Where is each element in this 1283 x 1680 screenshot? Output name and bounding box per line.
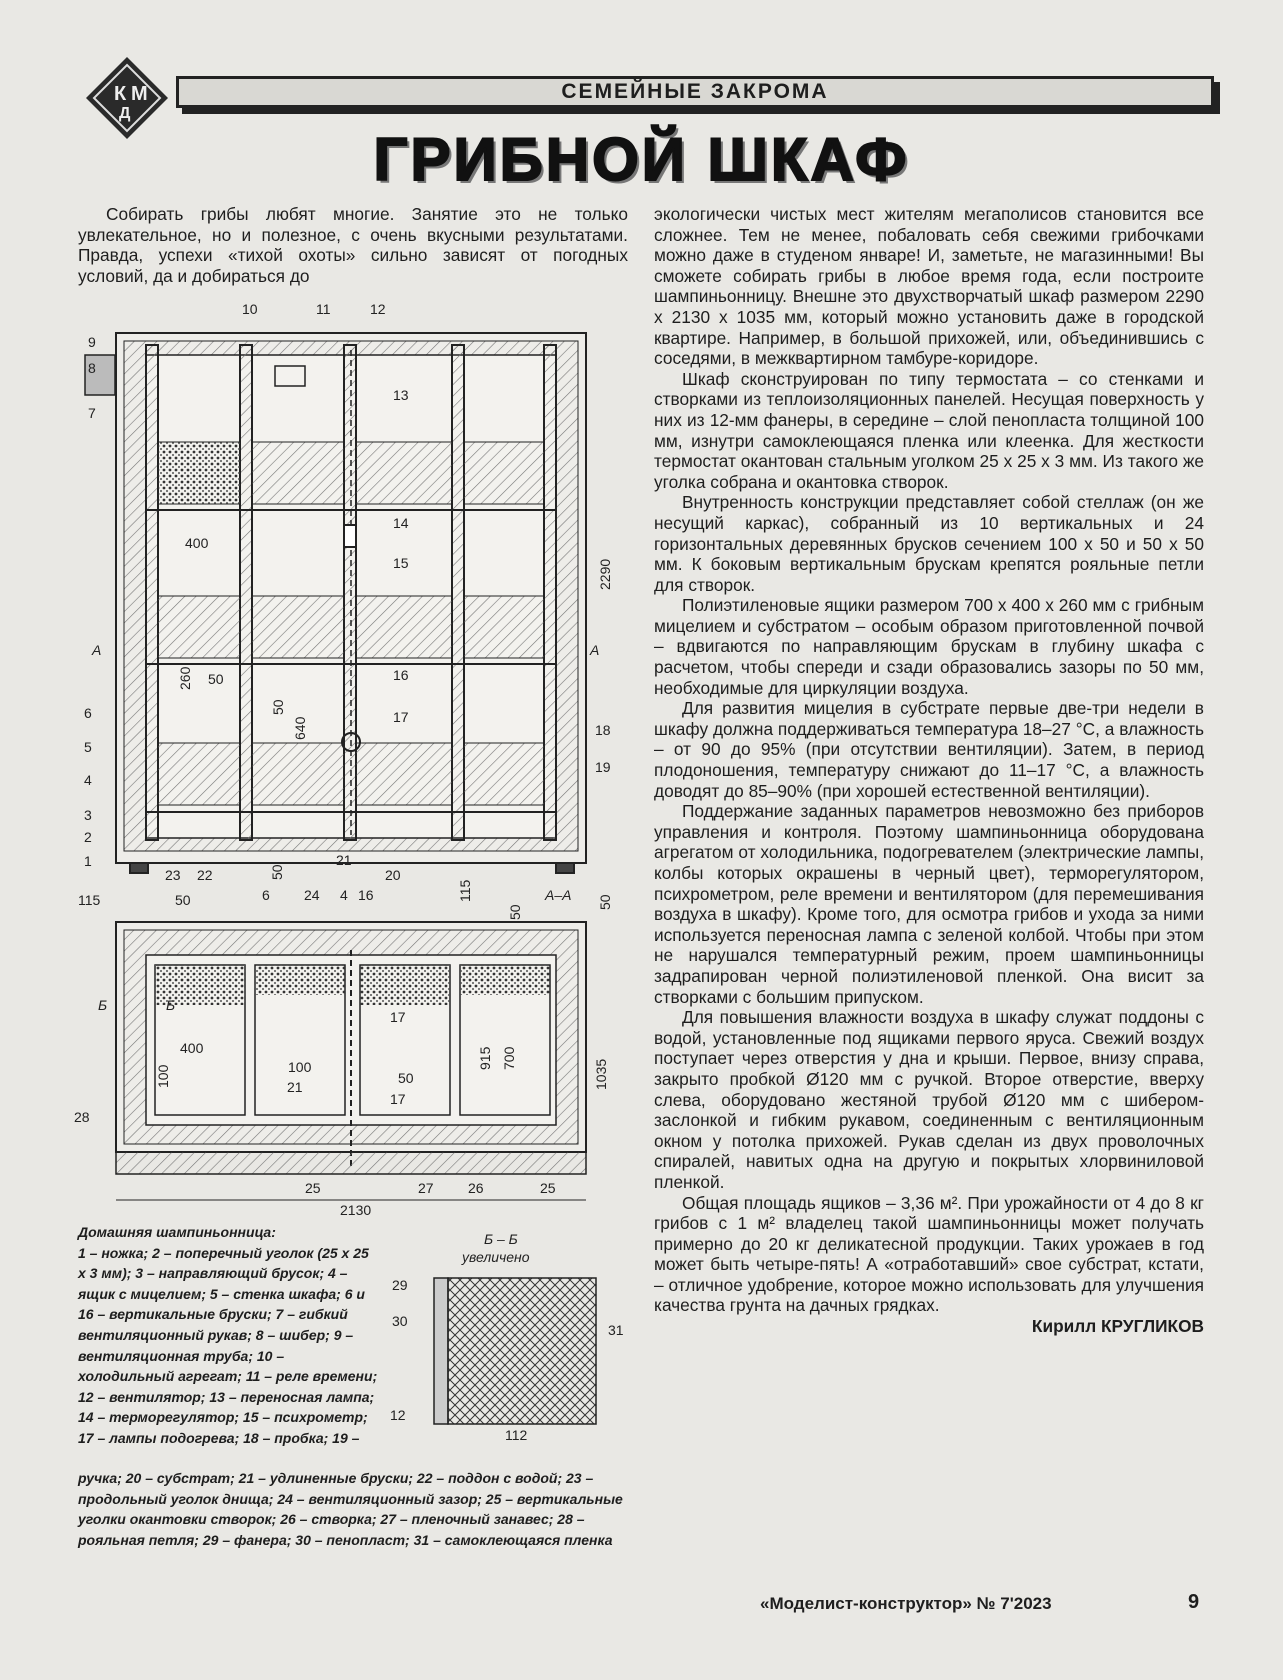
svg-text:31: 31 [608, 1322, 624, 1338]
paragraph: Для развития мицелия в субстрате первые две-три недели в шкафу должна поддерживаться температура 18–27 °С, а влажность – от 90 до 95% (при отсутствии вентиляции). Затем, в период плодоношения, температуру снижают до 11–17 °С, а влажность доводят до 85–90% (при хорошей естественной вентиляции). [654, 698, 1204, 801]
svg-text:400: 400 [185, 535, 209, 551]
paragraph: Общая площадь ящиков – 3,36 м². При урожайности от 4 до 8 кг грибов с 1 м² владелец такой шампиньонницы может получать примерно до 20 кг деликатесной продукции. Таких урожаев в год может быть четыре-пять! А «отработавший» свое субстрат, кстати, – отличное удобрение, которое можно использовать для улучшения качества грунта на дачных грядках. [654, 1192, 1204, 1316]
svg-text:6: 6 [262, 887, 270, 903]
front-view [85, 333, 586, 873]
paragraph: Внутренность конструкции представляет собой стеллаж (он же несущий каркас), собранный из 10 вертикальных и 24 горизонтальных деревянных брусков сечением 100 x 50 и 50 x 50 мм. К боковым вертикальным брускам крепятся рояльные петли для створок. [654, 492, 1204, 595]
svg-text:15: 15 [393, 555, 409, 571]
svg-text:24: 24 [304, 887, 320, 903]
svg-text:50: 50 [269, 864, 285, 880]
svg-text:8: 8 [88, 360, 96, 376]
svg-text:А: А [92, 642, 102, 658]
svg-text:29: 29 [392, 1277, 408, 1293]
svg-text:4: 4 [340, 887, 348, 903]
svg-text:50: 50 [175, 892, 191, 908]
svg-text:17: 17 [390, 1009, 406, 1025]
rubric-label: СЕМЕЙНЫЕ ЗАКРОМА [561, 80, 829, 103]
svg-text:700: 700 [501, 1046, 517, 1070]
author: Кирилл КРУГЛИКОВ [1031, 1316, 1204, 1337]
svg-text:100: 100 [155, 1064, 171, 1088]
paragraph: Собирать грибы любят многие. Занятие это не только увлекательное, но и полезное, с очень вкусными результатами. Правда, успехи «тихой охоты» сильно зависят от погодных условий, да и добираться до [78, 204, 628, 286]
svg-text:50: 50 [507, 904, 523, 920]
svg-text:50: 50 [270, 699, 286, 715]
svg-text:А: А [590, 642, 600, 658]
svg-text:11: 11 [316, 301, 331, 317]
paragraph: Шкаф сконструирован по типу термостата – со стенками и створками из теплоизоляционных панелей. Несущая поверхность у них из 12-мм фанеры, в середине – слой пенопласта толщиной 100 мм, изнутри самоклеющаяся пленка или клеенка. Для жесткости термостат окантован стальным уголком 25 x 25 x 3 мм. Из такого же уголка собрана и окантовка створок. [654, 368, 1204, 492]
svg-text:7: 7 [88, 405, 96, 421]
svg-text:17: 17 [393, 709, 409, 725]
svg-text:25: 25 [305, 1180, 321, 1196]
paragraph: экологически чистых мест жителям мегаполисов становится все сложнее. Тем не менее, побаловать себя свежими грибочками можно даже в студеном январе! И, заметьте, не магазинными! Вы сможете собирать грибы в любое время года, если построите шампиньонницу. Внешне это двухстворчатый шкаф размером 2290 x 2130 x 1035 мм, который можно установить даже в городской квартире. Например, в большой прихожей, или, объединившись с соседями, в межквартирном тамбуре-коридоре. [654, 204, 1204, 369]
svg-text:2: 2 [84, 829, 92, 845]
svg-text:21: 21 [336, 852, 352, 868]
caption-legend-wide: ручка; 20 – субстрат; 21 – удлиненные бруски; 22 – поддон с водой; 23 – продольный уголок днища; 24 – вентиляционный зазор; 25 – вертикальные уголки окантовки створок; 26 – створка; 27 – пленочный занавес; 28 – рояльная петля; 29 – фанера; 30 – пенопласт; 31 – самоклеющаяся пленка [78, 1470, 623, 1548]
svg-text:25: 25 [540, 1180, 556, 1196]
svg-text:2130: 2130 [340, 1202, 372, 1218]
svg-text:3: 3 [84, 807, 92, 823]
svg-text:50: 50 [597, 894, 613, 910]
caption-title: Домашняя шампиньонница: [78, 1224, 276, 1240]
svg-text:5: 5 [84, 739, 92, 755]
page-number: 9 [1188, 1591, 1200, 1613]
svg-text:14: 14 [393, 515, 409, 531]
svg-text:115: 115 [78, 892, 101, 908]
logo-letter-k: К [114, 83, 127, 105]
svg-text:1: 1 [84, 853, 92, 869]
svg-text:12: 12 [370, 301, 386, 317]
svg-text:112: 112 [505, 1427, 528, 1443]
paragraph: Для повышения влажности воздуха в шкафу служат поддоны с водой, установленные под ящиками первого яруса. Свежий воздух поступает через отверстия у дна и крыши. Первое, внизу справа, закрыто пробкой Ø120 мм с ручкой. Второе отверстие, вверху слева, оборудовано жестяной трубой Ø120 мм с шибером-заслонкой и гибким рукавом, соединенным с вентиляционным окном у потолка прихожей. Рукав сделан из двух проволочных спиралей, навитых одна на другую и покрытых хлорвиниловой пленкой. [654, 1007, 1204, 1192]
svg-text:915: 915 [477, 1046, 493, 1070]
svg-text:50: 50 [208, 671, 224, 687]
svg-text:28: 28 [74, 1109, 90, 1125]
svg-text:400: 400 [180, 1040, 204, 1056]
svg-text:10: 10 [242, 301, 258, 317]
svg-text:100: 100 [288, 1059, 312, 1075]
svg-text:16: 16 [393, 667, 409, 683]
svg-text:21: 21 [287, 1079, 303, 1095]
svg-text:23: 23 [165, 867, 181, 883]
article-title: ГРИБНОЙ ШКАФ [373, 126, 910, 193]
svg-text:22: 22 [197, 867, 213, 883]
svg-text:19: 19 [595, 759, 611, 775]
logo-letter-d: Д [119, 105, 131, 122]
paragraph: Поддержание заданных параметров невозможно без приборов управления и контроля. Поэтому шампиньонница оборудована агрегатом от холодильника, подогревателем (электрические лампы, колбы которых окрашены в черный цвет), терморегулятором, психрометром, реле времени и вентилятором (для перемешивания воздуха в шкафу). Кроме того, для осмотра грибов и ухода за ними используется переносная лампа с зеленой колбой. Чтобы при этом не нарушался температурный режим, проем шампиньонницы задрапирован черной полиэтиленовой пленкой. Она висит за створками с большим припуском. [654, 801, 1204, 1007]
svg-text:50: 50 [398, 1070, 414, 1086]
paragraph: Полиэтиленовые ящики размером 700 x 400 x 260 мм с грибным мицелием и субстратом – особым образом приготовленной почвой – вдвигаются по направляющим брускам в глубину шкафа с расчетом, чтобы спереди и сзади образовались зазоры по 50 мм, необходимые для циркуляции воздуха. [654, 595, 1204, 698]
svg-text:18: 18 [595, 722, 611, 738]
logo-letter-m: М [131, 83, 148, 105]
svg-text:16: 16 [358, 887, 374, 903]
svg-text:Б: Б [98, 997, 108, 1013]
figure-caption [78, 1222, 638, 1548]
svg-text:260: 260 [177, 666, 193, 690]
svg-text:Б: Б [166, 997, 176, 1013]
svg-text:26: 26 [468, 1180, 484, 1196]
svg-text:2290: 2290 [597, 558, 613, 590]
svg-text:9: 9 [88, 334, 96, 350]
svg-text:17: 17 [390, 1091, 406, 1107]
svg-text:увеличено: увеличено [462, 1249, 530, 1265]
svg-text:4: 4 [84, 772, 92, 788]
svg-text:Б – Б: Б – Б [484, 1231, 518, 1247]
svg-text:12: 12 [390, 1407, 406, 1423]
caption-legend-narrow: 1 – ножка; 2 – поперечный уголок (25 x 25 x 3 мм); 3 – направляющий брусок; 4 – ящик с мицелием; 5 – стенка шкафа; 6 и 16 – вертикальные бруски; 7 – гибкий вентиляционный рукав; 8 – шибер; 9 – вентиляционная труба; 10 – холодильный агрегат; 11 – реле времени; 12 – вентилятор; 13 – переносная лампа; 14 – терморегулятор; 15 – психрометр; 17 – лампы подогрева; 18 – пробка; 19 – [78, 1244, 378, 1446]
svg-text:115: 115 [457, 879, 473, 902]
svg-text:13: 13 [393, 387, 409, 403]
svg-text:20: 20 [385, 867, 401, 883]
svg-text:1035: 1035 [593, 1058, 609, 1090]
svg-text:640: 640 [292, 716, 308, 740]
svg-text:30: 30 [392, 1313, 408, 1329]
svg-text:А–А: А–А [545, 887, 572, 903]
svg-text:6: 6 [84, 705, 92, 721]
journal-footer: «Моделист-конструктор» № 7'2023 [760, 1594, 1052, 1613]
svg-text:27: 27 [418, 1180, 434, 1196]
